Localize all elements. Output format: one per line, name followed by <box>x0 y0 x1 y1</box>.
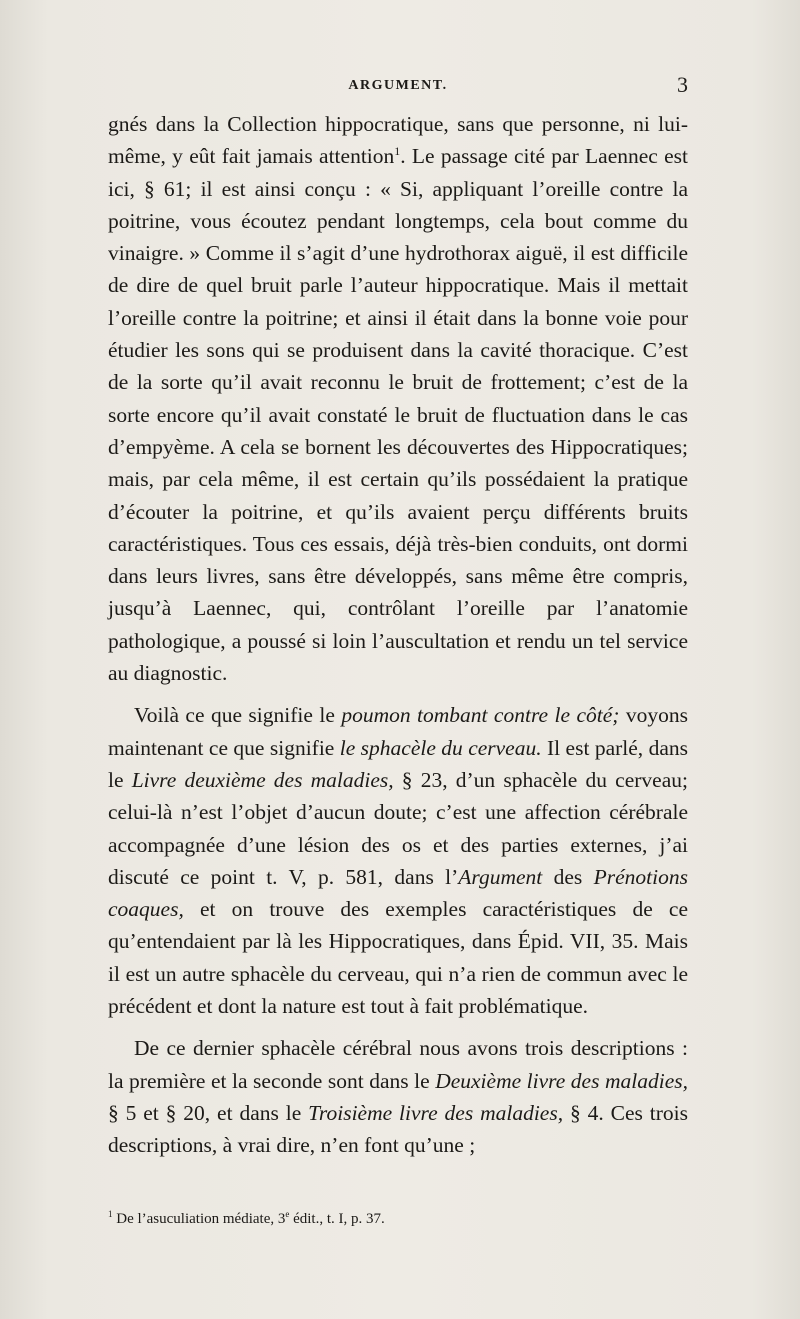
p2-italic-2: le sphacèle du cerveau. <box>339 735 542 760</box>
footnote-edition-sup: e <box>285 1209 290 1219</box>
main-text <box>108 108 688 1162</box>
p3-text-3: § 4. Ces trois descriptions, à vrai dire, n’en font qu’une ; <box>108 1100 688 1158</box>
page-header <box>108 74 688 104</box>
p2-text-1: Voilà ce que signifie le <box>134 703 342 728</box>
p2-text-6: et on trouve des exemples caractéristiques de ce qu’entendaient par là les Hippocratiques, dans Épid. VII, 35. Mais il est un autre sphacèle du cerveau, qui n’a rien de commun avec le précédent et dont la nature est tout à fait problématique. <box>108 897 688 1019</box>
p2-italic-1: poumon tombant contre le côté; <box>341 703 620 728</box>
p2-text-5: des <box>542 864 594 889</box>
page-number: 3 <box>677 72 688 97</box>
paragraph-1 <box>108 108 688 689</box>
p2-text-2: voyons maintenant ce que signifie <box>108 703 688 760</box>
p1-text-1: gnés dans la Collection hippocratique, sans que personne, ni lui-même, y eût fait jamais attention <box>108 112 688 169</box>
paragraph-2 <box>108 699 688 1022</box>
footnote-text: De l’asuculiation médiate, 3 <box>112 1211 286 1227</box>
p2-text-3: Il est parlé, dans le <box>108 735 688 792</box>
p3-italic-1: Deuxième livre des maladies, <box>435 1068 688 1093</box>
paragraph-3 <box>108 1032 688 1161</box>
p2-text-4: § 23, d’un sphacèle du cerveau; celui-là n’est l’objet d’aucun doute; c’est une affection cérébrale accompagnée d’une lésion des os et des parties externes, j’ai discuté ce point t. V, p. 581, dans l’ <box>108 767 688 889</box>
footnote <box>108 1209 688 1229</box>
p2-italic-5: Prénotions coaques, <box>108 864 688 922</box>
p2-italic-3: Livre deuxième des maladies, <box>131 767 394 792</box>
p3-text-1: De ce dernier sphacèle cérébral nous avons trois descriptions : la première et la seconde sont dans le <box>108 1036 688 1093</box>
footnote-ref: 1 <box>394 144 401 159</box>
p2-italic-4: Argument <box>458 864 543 889</box>
p3-italic-2: Troisième livre des maladies, <box>308 1100 564 1125</box>
p1-text-2: . Le passage cité par Laennec est ici, § 61; il est ainsi conçu : « Si, appliquant l’oreille contre la poitrine, vous écoutez pendant longtemps, cela bout comme du vinaigre. » Comme il s’agit d’une hydrothorax aiguë, il est difficile de dire de quel bruit parle l’auteur hippocratique. Mais il mettait l’oreille contre la poitrine; et ainsi il était dans la bonne voie pour étudier les sons qui se produisent dans la cavité thoracique. C’est de la sorte qu’il avait reconnu le bruit de frottement; c’est de la sorte encore qu’il avait constaté le bruit de fluctuation dans le cas d’empyème. A cela se bornent les découvertes des Hippocratiques; mais, par cela même, il est certain qu’ils possédaient la pratique d’écouter la poitrine, et qu’ils avaient perçu différents bruits caractéristiques. Tous ces essais, déjà très-bien conduits, ont dormi dans leurs livres, sans être développés, sans même être compris, jusqu’à Laennec, qui, contrôlant l’oreille par l’anatomie pathologique, a poussé si loin l’auscultation et rendu un tel service au diagnostic. <box>108 144 688 686</box>
footnote-text-2: édit., t. I, p. 37. <box>289 1211 385 1227</box>
footnote-marker: 1 <box>108 1209 113 1219</box>
p3-text-2: § 5 et § 20, et dans le <box>108 1100 309 1125</box>
running-title: ARGUMENT. <box>348 78 448 93</box>
